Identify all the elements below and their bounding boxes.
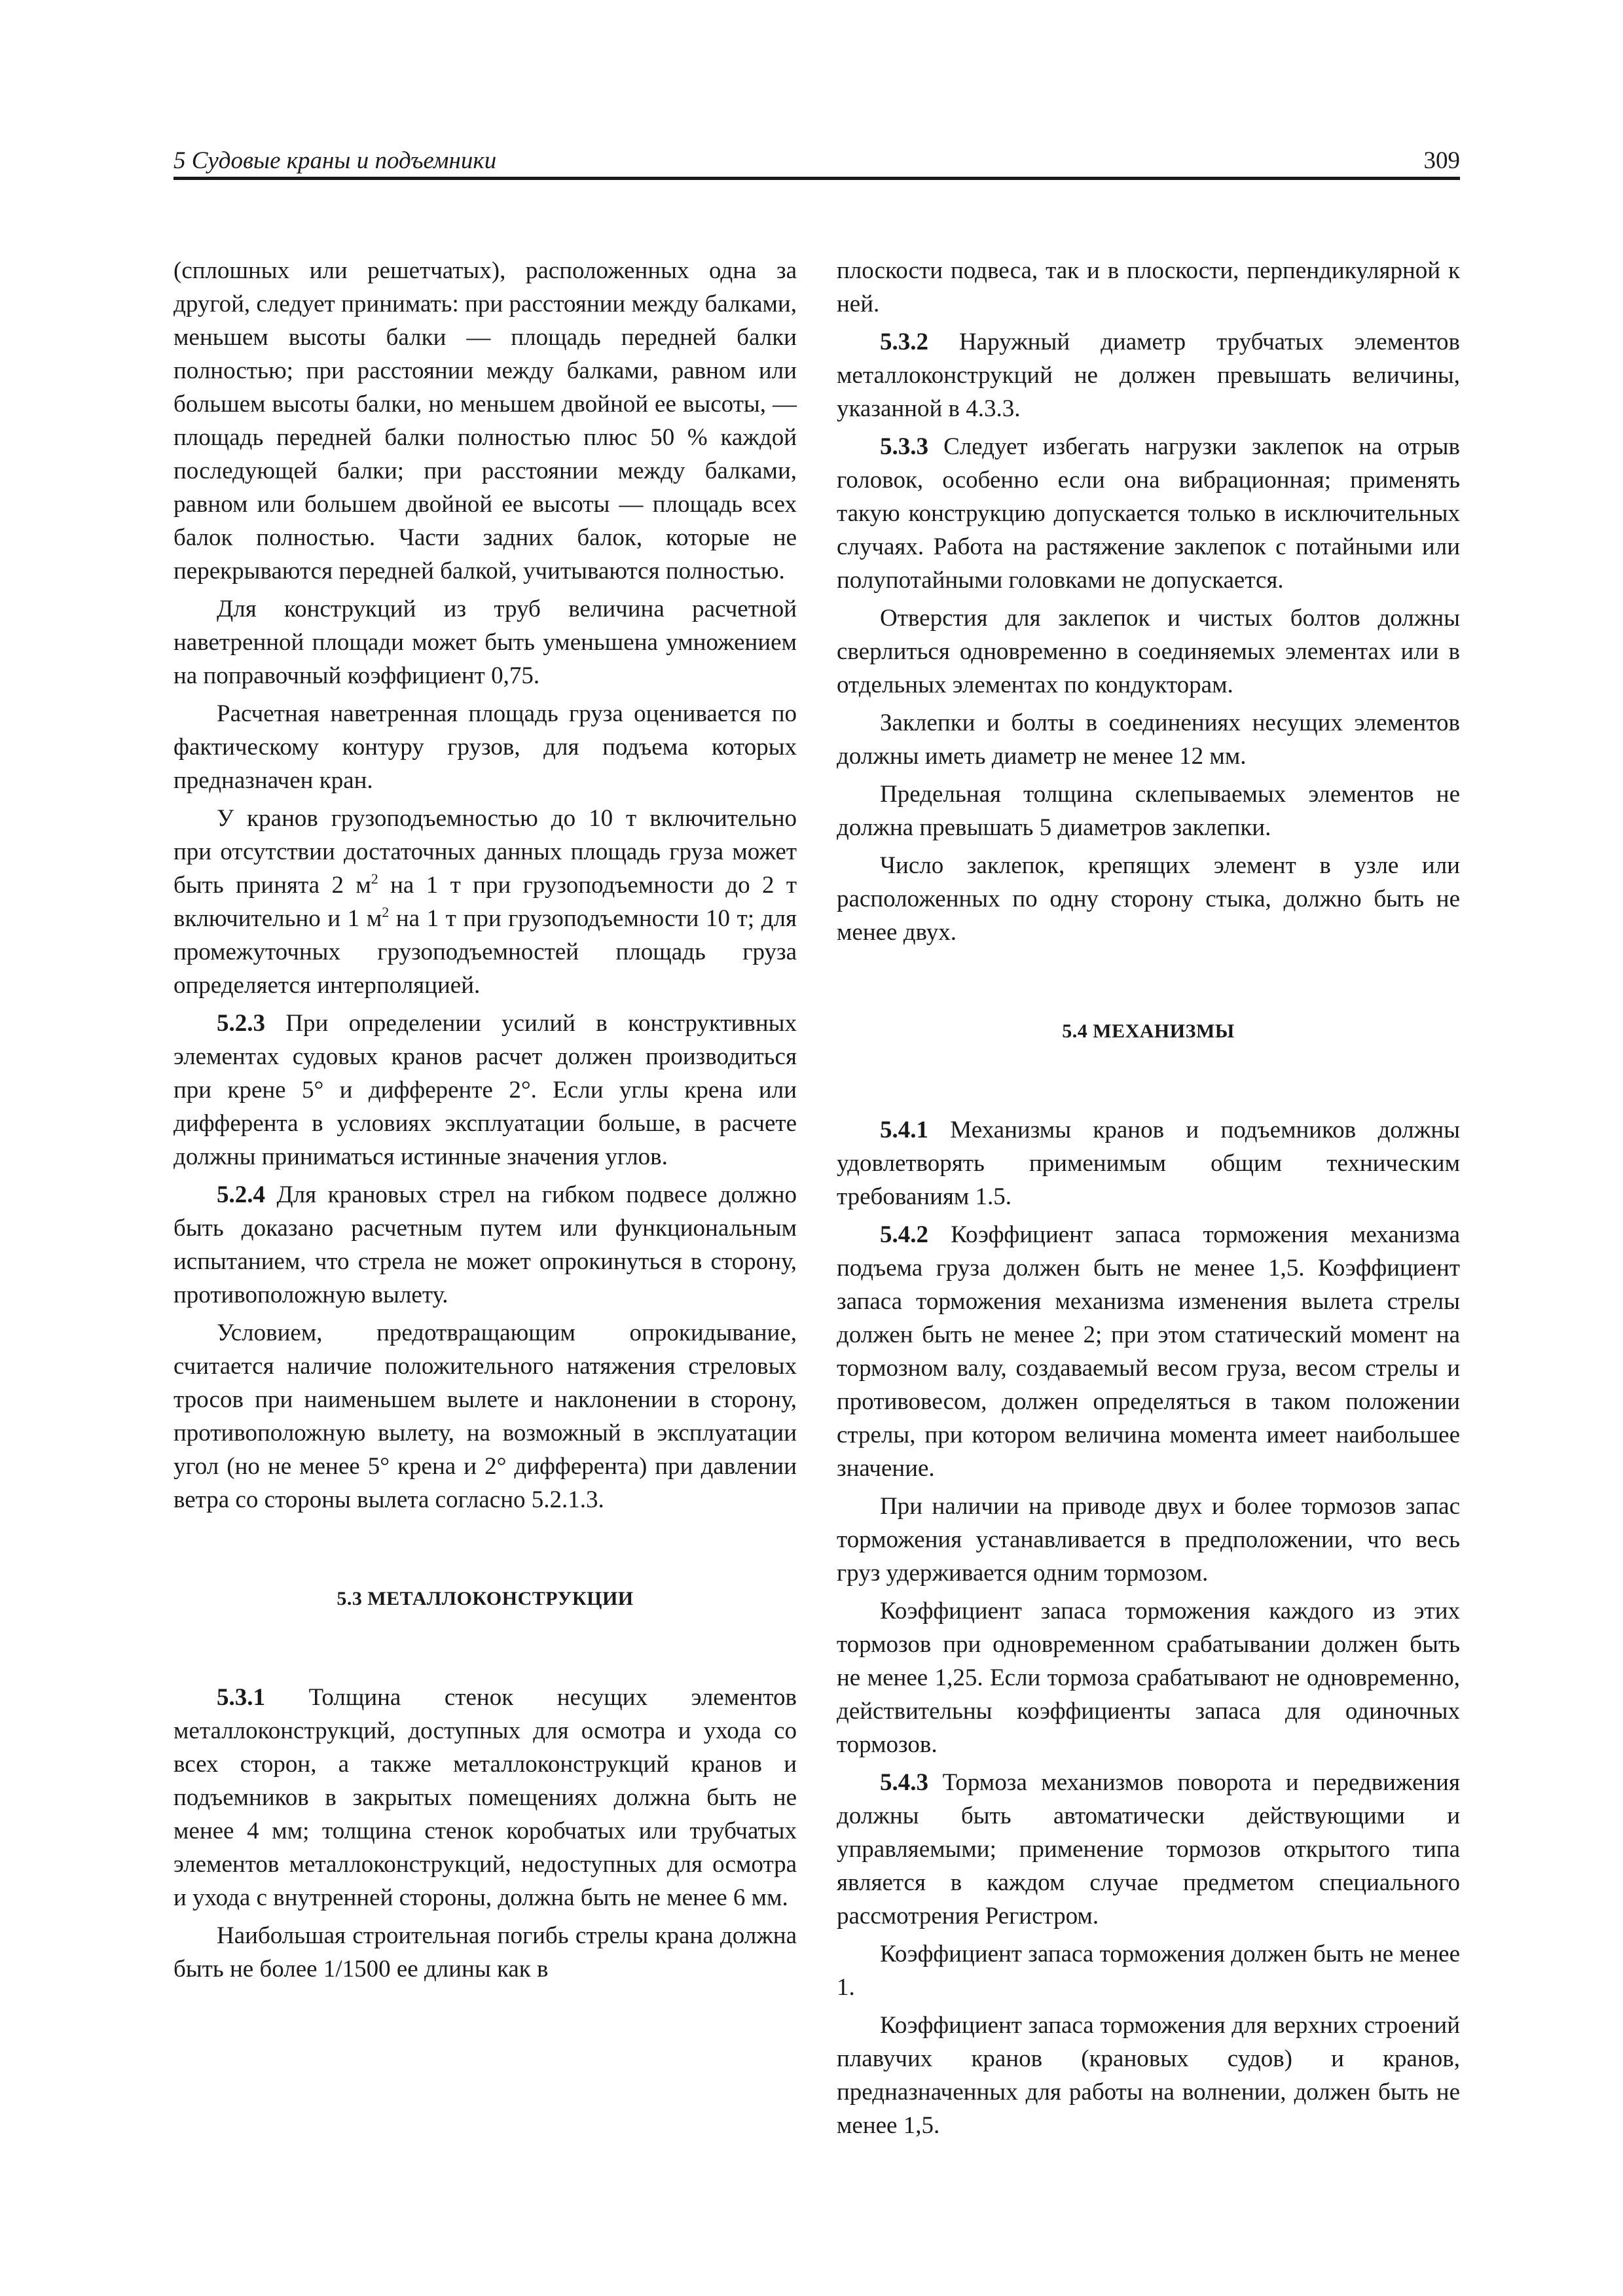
- clause-number: 5.4.2: [880, 1221, 928, 1248]
- paragraph: [837, 430, 1460, 597]
- paragraph: [837, 325, 1460, 425]
- paragraph: плоскости подвеса, так и в плоскости, перпендикулярной к ней.: [837, 257, 1460, 317]
- paragraph: [837, 1766, 1460, 1933]
- right-column: [837, 254, 1460, 2147]
- text-run: Механизмы кранов и подъемников должны удовлетворять применимым общим техническим требованиям 1.5.: [837, 1117, 1460, 1210]
- paragraph: [173, 802, 797, 1002]
- paragraph: [173, 1681, 797, 1914]
- text-run: При определении усилий в конструктивных элементах судовых кранов расчет должен производиться при крене 5° и дифференте 2°. Если углы крена или дифферента в условиях эксплуатации больше, в расчете должны приниматься истинные значения углов.: [173, 1010, 797, 1170]
- text-run: на 1 т при грузоподъемности до 2 т включительно и 1 м: [173, 872, 797, 932]
- section-heading-5-3: 5.3 МЕТАЛЛОКОНСТРУКЦИИ: [337, 1588, 634, 1609]
- paragraph: Наибольшая строительная погибь стрелы крана должна быть не более 1/1500 ее длины как в: [173, 1922, 797, 1982]
- paragraph: При наличии на приводе двух и более тормозов запас торможения устанавливается в предположении, что весь груз удерживается одним тормозом.: [837, 1493, 1460, 1587]
- superscript: 2: [371, 870, 378, 887]
- text-run: Толщина стенок несущих элементов металлоконструкций, доступных для осмотра и ухода со всех сторон, а также металлоконструкций кранов и подъемников в закрытых помещениях должна быть не менее 4 мм; толщина стенок коробчатых или трубчатых элементов металлоконструкций, недоступных для осмотра и ухода с внутренней стороны, должна быть не менее 6 мм.: [173, 1684, 797, 1911]
- superscript: 2: [382, 904, 390, 920]
- text-run: на 1 т при грузоподъемности 10 т; для промежуточных грузоподъемностей площадь груза определяется интерполяцией.: [173, 905, 797, 999]
- paragraph: Предельная толщина склепываемых элементов не должна превышать 5 диаметров заклепки.: [837, 781, 1460, 841]
- paragraph: Коэффициент запаса торможения должен быть не менее 1.: [837, 1941, 1460, 2001]
- paragraph: [837, 1218, 1460, 1485]
- clause-number: 5.3.2: [880, 329, 928, 355]
- paragraph: Для конструкций из труб величина расчетной наветренной площади может быть уменьшена умножением на поправочный коэффициент 0,75.: [173, 596, 797, 689]
- clause-number: 5.3.3: [880, 433, 928, 460]
- paragraph: Расчетная наветренная площадь груза оценивается по фактическому контуру грузов, для подъема которых предназначен кран.: [173, 700, 797, 794]
- text-run: Следует избегать нагрузки заклепок на отрыв головок, особенно если она вибрационная; применять такую конструкцию допускается только в исключительных случаях. Работа на растяжение заклепок с потайными или полупотайными головками не допускается.: [837, 433, 1460, 594]
- section-heading-5-4: 5.4 МЕХАНИЗМЫ: [1062, 1020, 1235, 1042]
- paragraph: (сплошных или решетчатых), расположенных одна за другой, следует принимать: при расстоянии между балками, меньшем высоты балки — площадь передней балки полностью; при расстоянии между балками, равном или большем высоты балки, но меньшем двойной ее высоты, — площадь передней балки полностью плюс 50 % каждой последующей балки; при расстоянии между балками, равном или большем двойной ее высоты — площадь всех балок полностью. Части задних балок, которые не перекрываются передней балкой, учитываются полностью.: [173, 257, 797, 584]
- text-run: Тормоза механизмов поворота и передвижения должны быть автоматически действующими и управляемыми; применение тормозов открытого типа является в каждом случае предметом специального рассмотрения Регистром.: [837, 1769, 1460, 1929]
- clause-number: 5.3.1: [217, 1684, 265, 1711]
- paragraph: Коэффициент запаса торможения для верхних строений плавучих кранов (крановых судов) и кранов, предназначенных для работы на волнении, должен быть не менее 1,5.: [837, 2012, 1460, 2139]
- paragraph: Число заклепок, крепящих элемент в узле или расположенных по одну сторону стыка, должно быть не менее двух.: [837, 852, 1460, 946]
- paragraph: Отверстия для заклепок и чистых болтов должны сверлиться одновременно в соединяемых элементах или в отдельных элементах по кондукторам.: [837, 605, 1460, 698]
- clause-number: 5.2.4: [217, 1181, 265, 1208]
- text-run: У кранов грузоподъемностью до 10 т включительно при отсутствии достаточных данных площадь груза может быть принята 2 м: [173, 805, 797, 899]
- text-run: Коэффициент запаса торможения механизма подъема груза должен быть не менее 1,5. Коэффициент запаса торможения механизма изменения вылета стрелы должен быть не менее 2; при этом статический момент на тормозном валу, создаваемый весом груза, весом стрелы и противовесом, должен определяться в таком положении стрелы, при котором величина момента имеет наибольшее значение.: [837, 1221, 1460, 1482]
- clause-number: 5.2.3: [217, 1010, 265, 1037]
- paragraph: [173, 1178, 797, 1312]
- paragraph: [837, 1113, 1460, 1213]
- running-title: 5 Судовые краны и подъемники: [173, 147, 497, 174]
- text-run: Наружный диаметр трубчатых элементов металлоконструкций не должен превышать величины, указанной в 4.3.3.: [837, 329, 1460, 422]
- clause-number: 5.4.3: [880, 1769, 928, 1796]
- paragraph: Условием, предотвращающим опрокидывание, считается наличие положительного натяжения стреловых тросов при наименьшем вылете и наклонении в сторону, противоположную вылету, на возможный в эксплуатации угол (но не менее 5° крена и 2° дифферента) при давлении ветра со стороны вылета согласно 5.2.1.3.: [173, 1319, 797, 1513]
- paragraph: Коэффициент запаса торможения каждого из этих тормозов при одновременном срабатывании должен быть не менее 1,25. Если тормоза срабатывают не одновременно, действительны коэффициенты запаса для одиночных тормозов.: [837, 1598, 1460, 1758]
- page-header: [173, 145, 1460, 180]
- clause-number: 5.4.1: [880, 1117, 928, 1143]
- page-number: 309: [1423, 147, 1460, 174]
- left-column: [173, 254, 797, 1990]
- paragraph: [173, 1007, 797, 1174]
- paragraph: Заклепки и болты в соединениях несущих элементов должны иметь диаметр не менее 12 мм.: [837, 709, 1460, 770]
- text-run: Для крановых стрел на гибком подвесе должно быть доказано расчетным путем или функциональным испытанием, что стрела не может опрокинуться в сторону, противоположную вылету.: [173, 1181, 797, 1308]
